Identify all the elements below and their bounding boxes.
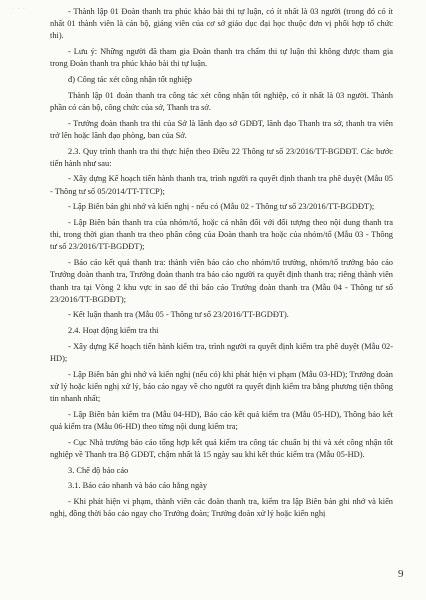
paragraph: - Cục Nhà trường báo cáo tổng hợp kết quả kiểm tra công tác chuẩn bị thi và xét công nhận tốt nghiệp về Thanh tra Bộ GDĐT, chậm nhất là 15 ngày sau khi kết thúc kiểm tra (Mẫu 05-HD). (50, 437, 393, 459)
paragraph: - Lập Biên bản thanh tra của nhóm/tổ, hoặc cá nhân đối với đối tượng theo nội dung thanh tra thi, trong thời gian thanh tra theo phân công của Đoàn thanh tra hoặc của nhóm/tổ (Mẫu 03 - Thông tư số 23/2016/TT-BGDĐT); (50, 218, 393, 252)
paragraph: - Trưởng đoàn thanh tra thi của Sở là lãnh đạo sở GDĐT, lãnh đạo Thanh tra sở, thanh tra viên trở lên hoặc lãnh đạo phòng, ban của Sở. (50, 118, 393, 140)
page-number: 9 (398, 568, 404, 580)
paragraph: - Xây dựng Kế hoạch tiến hành kiểm tra, trình người ra quyết định kiểm tra phê duyệt (Mẫu 02-HD); (50, 341, 393, 364)
paragraph: - Thành lập 01 Đoàn thanh tra phúc khảo bài thi tự luận, có ít nhất là 03 người (trong đó có ít nhất 01 thành viên là cán bộ, giảng viên của cơ sở giáo dục đại học thuộc đơn vị phối hợp tổ chức thi). (50, 7, 393, 41)
paragraph: - Lưu ý: Những người đã tham gia Đoàn thanh tra chấm thi tự luận thì không được tham gia trong Đoàn thanh tra phúc khảo bài thi tự luận. (50, 47, 393, 69)
section-heading: 3. Chế độ báo cáo (68, 465, 129, 475)
paragraph: - Lập Biên bản ghi nhớ và kiến nghị - nếu có (Mẫu 02 - Thông tư số 23/2016/TT-BGDĐT); (68, 202, 375, 212)
paragraph: 2.3. Quy trình thanh tra thi thực hiện theo Điều 22 Thông tư số 23/2016/TT-BGDĐT. Các bước tiến hành như sau: (50, 146, 393, 168)
section-heading: đ) Công tác xét công nhận tốt nghiệp (68, 75, 192, 85)
paragraph: - Báo cáo kết quả thanh tra: thành viên báo cáo cho nhóm/tổ trưởng, nhóm/tổ trưởng báo cáo Trưởng đoàn thanh tra, Trưởng đoàn thanh tra báo cáo người ra quyết định thanh tra; riêng thành viên thanh tra tại Vòng 2 khu vực in sao để thì báo cáo Trưởng đoàn thanh tra (Mẫu 04 - Thông tư số 23/2016/TT-BGDĐT); (50, 258, 393, 304)
paragraph: Thành lập 01 đoàn thanh tra công tác xét công nhận tốt nghiệp, có ít nhất là 03 người. Thành phần có cán bộ, công chức của sở, Thanh tra sở. (50, 90, 393, 112)
paragraph: - Kết luận thanh tra (Mẫu 05 - Thông tư số 23/2016/TT-BGDĐT). (68, 310, 289, 320)
paragraph: - Xây dựng Kế hoạch tiến hành thanh tra, trình người ra quyết định thanh tra phê duyệt (Mẫu 05 - Thông tư số 05/2014/TT-TTCP); (50, 174, 393, 196)
paragraph: - Lập Biên bản ghi nhớ và kiến nghị (nếu có) khi phát hiện vi phạm (Mẫu 03-HD); Trưởng đoàn xử lý hoặc kiến nghị xử lý, báo cáo ngay về cho người ra quyết định kiểm tra bằng phương tiện thông tin nhanh nhất; (50, 369, 393, 404)
document-body (50, 6, 393, 521)
scan-mark: · · · (12, 6, 26, 12)
section-heading: 2.4. Hoạt động kiểm tra thi (68, 326, 159, 336)
paragraph: - Khi phát hiện vi phạm, thành viên các đoàn thanh tra, kiểm tra lập Biên bản ghi nhớ và kiến nghị, đồng thời báo cáo ngay cho Trưởng đoàn; Trưởng đoàn xử lý hoặc kiến nghị (50, 497, 393, 519)
paragraph: - Lập Biên bản kiểm tra (Mẫu 04-HD), Báo cáo kết quả kiểm tra (Mẫu 05-HD), Thông báo kết quả kiểm tra (Mẫu 06-HD) theo từng nội dung kiểm tra; (50, 409, 393, 432)
section-heading: 3.1. Báo cáo nhanh và báo cáo hằng ngày (68, 481, 208, 491)
